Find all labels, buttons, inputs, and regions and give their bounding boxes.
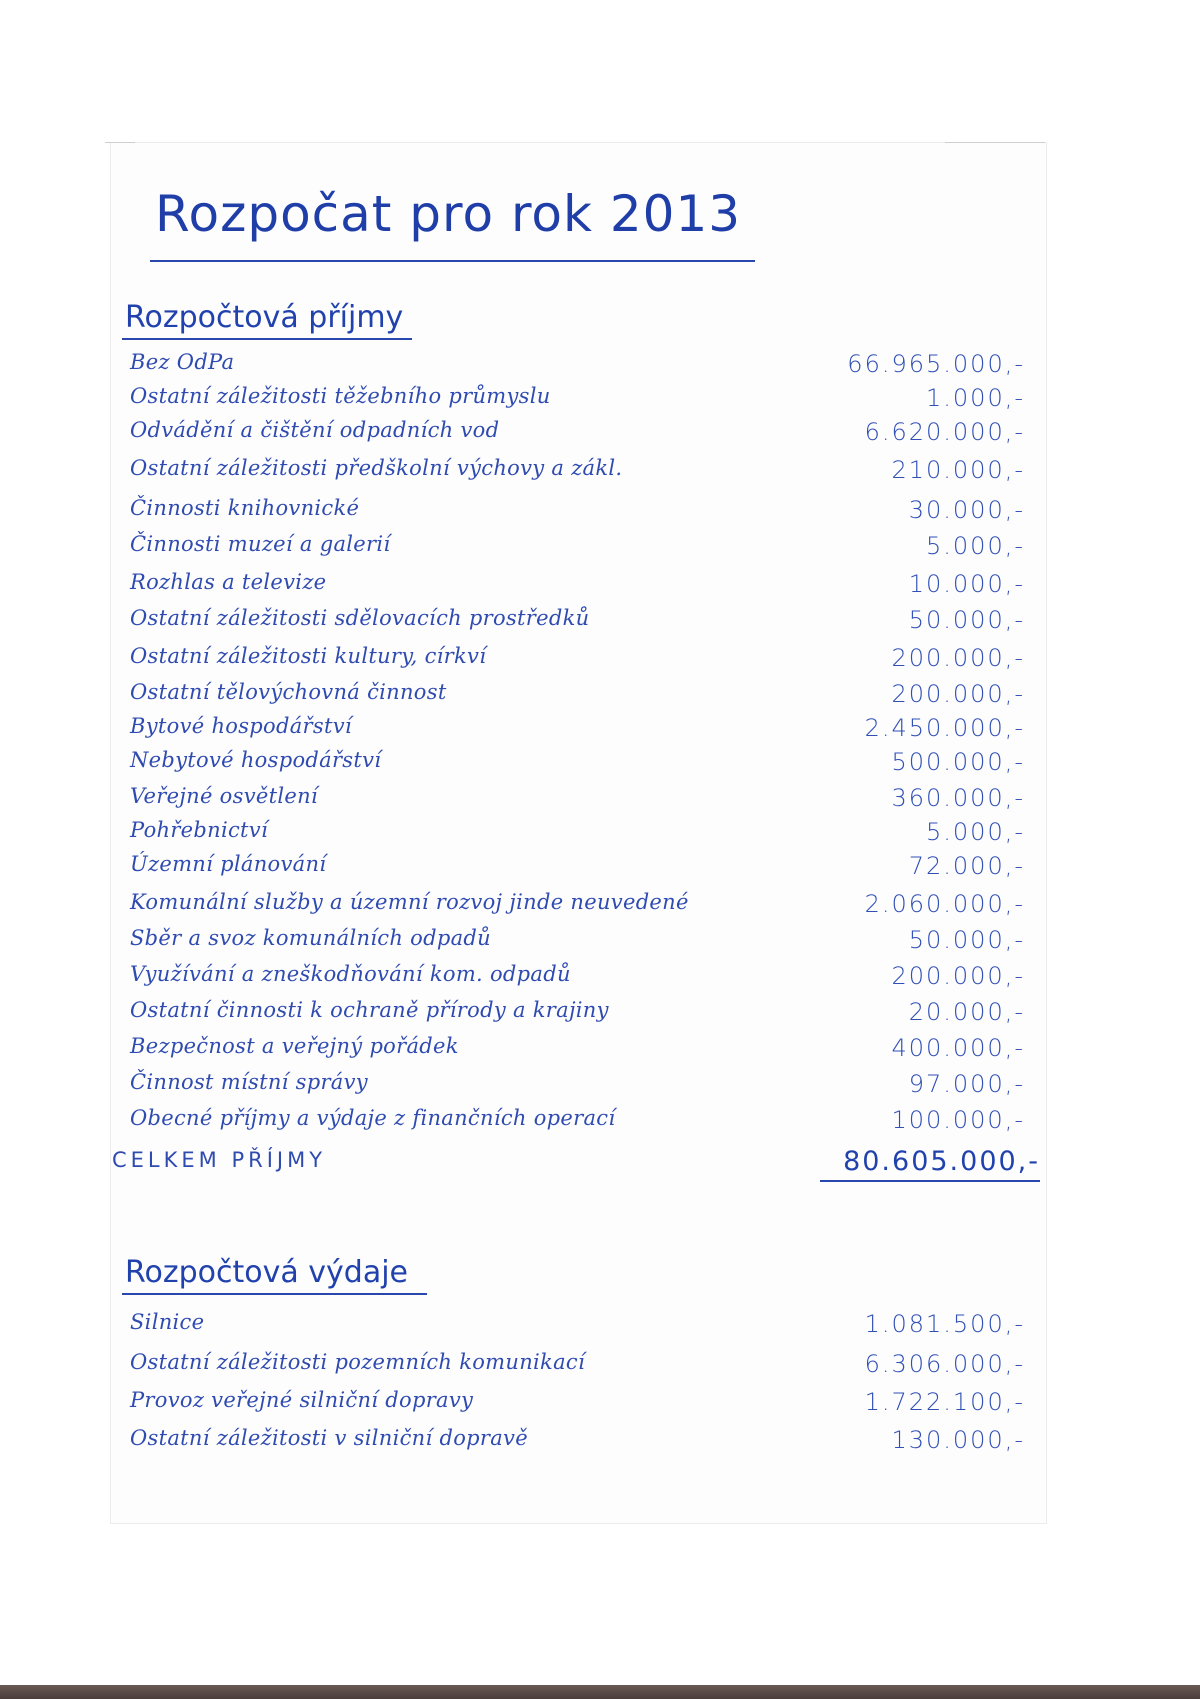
- income-amount: 210.000,-: [891, 456, 1025, 484]
- income-row: [130, 644, 1025, 676]
- income-label: Ostatní činnosti k ochraně přírody a krajiny: [130, 998, 609, 1022]
- income-label: Sběr a svoz komunálních odpadů: [130, 926, 491, 950]
- income-label: Ostatní záležitosti předškolní výchovy a zákl.: [130, 456, 623, 480]
- income-row: [130, 890, 1025, 922]
- scan-edge: [0, 1685, 1200, 1699]
- income-amount: 30.000,-: [908, 496, 1025, 524]
- expense-amount: 1.081.500,-: [864, 1310, 1025, 1338]
- income-label: Územní plánování: [130, 852, 327, 876]
- expense-row: [130, 1310, 1025, 1342]
- income-row: [130, 748, 1025, 780]
- expense-label: Silnice: [130, 1310, 205, 1334]
- income-row: [130, 1106, 1025, 1138]
- income-label: Ostatní záležitosti kultury, církví: [130, 644, 487, 668]
- income-label: Využívání a zneškodňování kom. odpadů: [130, 962, 571, 986]
- corner-mark: [945, 142, 1045, 143]
- income-label: Činnosti knihovnické: [130, 496, 360, 520]
- income-row: [130, 926, 1025, 958]
- expense-label: Ostatní záležitosti pozemních komunikací: [130, 1350, 585, 1374]
- expense-row: [130, 1388, 1025, 1420]
- title-underline: [150, 260, 755, 262]
- document-title: Rozpočat pro rok 2013: [155, 185, 742, 243]
- income-label: Nebytové hospodářství: [130, 748, 382, 772]
- income-label: Činnosti muzeí a galerií: [130, 532, 391, 556]
- income-row: [130, 384, 1025, 416]
- income-row: [130, 456, 1025, 488]
- income-total-underline: [820, 1180, 1040, 1182]
- expense-row: [130, 1350, 1025, 1382]
- income-row: [130, 496, 1025, 528]
- income-amount: 50.000,-: [908, 606, 1025, 634]
- expense-amount: 1.722.100,-: [864, 1388, 1025, 1416]
- income-amount: 66.965.000,-: [847, 350, 1025, 378]
- income-row: [130, 570, 1025, 602]
- income-label: Ostatní záležitosti sdělovacích prostředků: [130, 606, 590, 630]
- expense-amount: 6.306.000,-: [864, 1350, 1025, 1378]
- income-amount: 50.000,-: [908, 926, 1025, 954]
- income-amount: 10.000,-: [908, 570, 1025, 598]
- income-amount: 1.000,-: [926, 384, 1025, 412]
- income-amount: 360.000,-: [891, 784, 1025, 812]
- income-amount: 100.000,-: [891, 1106, 1025, 1134]
- income-row: [130, 418, 1025, 450]
- income-amount: 97.000,-: [908, 1070, 1025, 1098]
- income-row: [130, 998, 1025, 1030]
- income-row: [130, 532, 1025, 564]
- expense-label: Provoz veřejné silniční dopravy: [130, 1388, 474, 1412]
- income-amount: 6.620.000,-: [864, 418, 1025, 446]
- income-row: [130, 852, 1025, 884]
- income-amount: 20.000,-: [908, 998, 1025, 1026]
- income-amount: 72.000,-: [908, 852, 1025, 880]
- income-heading-underline: [122, 338, 412, 340]
- income-amount: 500.000,-: [891, 748, 1025, 776]
- income-row: [130, 818, 1025, 850]
- income-total-amount: 80.605.000,-: [843, 1146, 1040, 1177]
- income-label: Odvádění a čištění odpadních vod: [130, 418, 500, 442]
- income-label: Veřejné osvětlení: [130, 784, 318, 808]
- expenses-heading-underline: [122, 1293, 427, 1295]
- income-label: Ostatní záležitosti těžebního průmyslu: [130, 384, 551, 408]
- income-row: [130, 1070, 1025, 1102]
- income-amount: 2.060.000,-: [864, 890, 1025, 918]
- income-heading: Rozpočtová příjmy: [125, 300, 404, 335]
- corner-mark: [105, 142, 135, 143]
- income-amount: 5.000,-: [926, 818, 1025, 846]
- expenses-heading: Rozpočtová výdaje: [125, 1255, 409, 1290]
- income-row: [130, 606, 1025, 638]
- income-label: Pohřebnictví: [130, 818, 268, 842]
- income-row: [130, 714, 1025, 746]
- income-total-label: CELKEM PŘÍJMY: [112, 1148, 327, 1172]
- income-amount: 200.000,-: [891, 644, 1025, 672]
- income-amount: 400.000,-: [891, 1034, 1025, 1062]
- income-label: Rozhlas a televize: [130, 570, 327, 594]
- income-label: Bez OdPa: [130, 350, 235, 374]
- expense-row: [130, 1426, 1025, 1458]
- expense-label: Ostatní záležitosti v silniční dopravě: [130, 1426, 528, 1450]
- income-label: Bytové hospodářství: [130, 714, 352, 738]
- income-row: [130, 784, 1025, 816]
- income-row: [130, 680, 1025, 712]
- income-amount: 5.000,-: [926, 532, 1025, 560]
- income-row: [130, 1034, 1025, 1066]
- expense-amount: 130.000,-: [891, 1426, 1025, 1454]
- income-amount: 200.000,-: [891, 680, 1025, 708]
- income-label: Činnost místní správy: [130, 1070, 368, 1094]
- income-label: Obecné příjmy a výdaje z finančních operací: [130, 1106, 616, 1130]
- income-amount: 2.450.000,-: [864, 714, 1025, 742]
- income-label: Bezpečnost a veřejný pořádek: [130, 1034, 459, 1058]
- income-amount: 200.000,-: [891, 962, 1025, 990]
- income-row: [130, 962, 1025, 994]
- income-row: [130, 350, 1025, 382]
- income-label: Komunální služby a územní rozvoj jinde neuvedené: [130, 890, 689, 914]
- income-label: Ostatní tělovýchovná činnost: [130, 680, 447, 704]
